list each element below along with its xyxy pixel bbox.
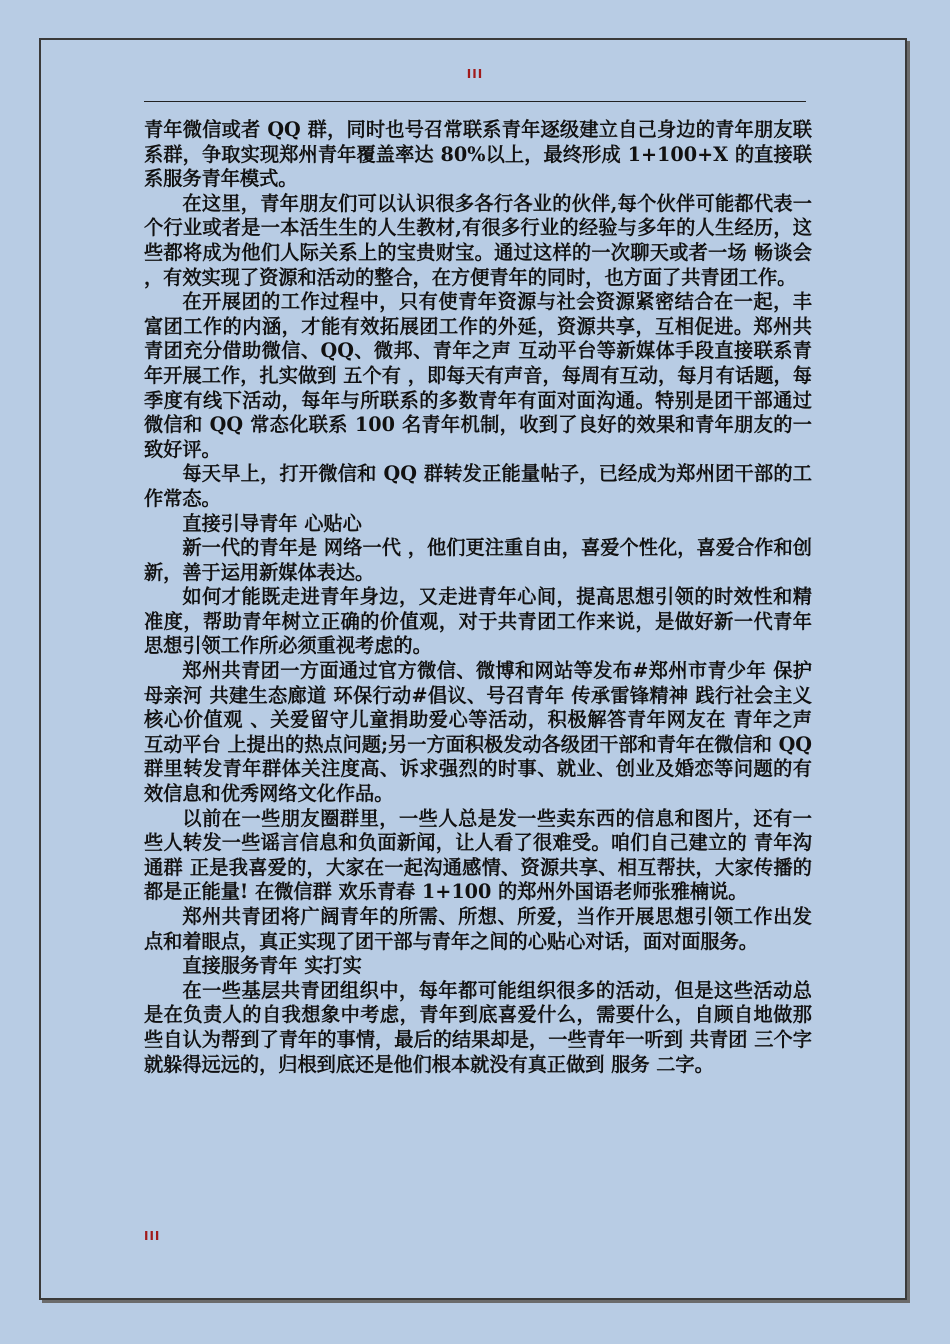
paragraph-6: 如何才能既走进青年身边，又走进青年心间，提高思想引领的时效性和精准度，帮助青年树立正确的价值观，对于共青团工作来说，是做好新一代青年思想引领工作所必须重视考虑的。 — [144, 585, 812, 658]
paragraph-3: 在开展团的工作过程中，只有使青年资源与社会资源紧密结合在一起，丰富团工作的内涵，才能有效拓展团工作的外延，资源共享，互相促进。郑州共青团充分借助微信、QQ、微邦、青年之声 互动平台等新媒体手段直接联系青年开展工作，扎实做到 五个有 ，即每天有声音，每周有互动，每月有话题，每季度有线下活动，每年与所联系的多数青年有面对面沟通。特别是团干部通过微信和 QQ 常态化联系 100 名青年机制，收到了良好的效果和青年朋友的一致好评。 — [144, 290, 812, 461]
section-heading-1: 直接引导青年 心贴心 — [182, 511, 362, 535]
section-heading-2: 直接服务青年 实打实 — [182, 954, 362, 978]
paragraph-8: 以前在一些朋友圈群里，一些人总是发一些卖东西的信息和图片，还有一些人转发一些谣言信息和负面新闻，让人看了很难受。咱们自己建立的 青年沟通群 正是我喜爱的，大家在一起沟通感情、资源共享、相互帮扶，大家传播的都是正能量! 在微信群 欢乐青春 1+100 的郑州外国语老师张雅楠说。 — [144, 806, 812, 904]
paragraph-4: 每天早上，打开微信和 QQ 群转发正能量帖子，已经成为郑州团干部的工作常态。 — [144, 462, 812, 510]
paragraph-7: 郑州共青团一方面通过官方微信、微博和网站等发布#郑州市青少年 保护母亲河 共建生态廊道 环保行动#倡议、号召青年 传承雷锋精神 践行社会主义核心价值观 、关爱留守儿童捐助爱心等活动，积极解答青年网友在 青年之声 互动平台 上提出的热点问题;另一方面积极发动各级团干部和青年在微信和 QQ 群里转发青年群体关注度高、诉求强烈的时事、就业、创业及婚恋等问题的有效信息和优秀网络文化作品。 — [144, 659, 812, 806]
paragraph-5: 新一代的青年是 网络一代 ，他们更注重自由，喜爱个性化，喜爱合作和创新，善于运用新媒体表达。 — [144, 536, 812, 584]
paragraph-9: 郑州共青团将广阔青年的所需、所想、所爱，当作开展思想引领工作出发点和着眼点，真正实现了团干部与青年之间的心贴心对话，面对面服务。 — [144, 905, 812, 953]
document-body — [144, 118, 812, 1077]
footer-mark: III — [144, 1229, 161, 1243]
header-mark: III — [466, 67, 484, 81]
paragraph-10: 在一些基层共青团组织中，每年都可能组织很多的活动，但是这些活动总是在负责人的自我想象中考虑，青年到底喜爱什么，需要什么，自顾自地做那些自认为帮到了青年的事情，最后的结果却是，一些青年一听到 共青团 三个字就躲得远远的，归根到底还是他们根本就没有真正做到 服务 二字。 — [144, 978, 812, 1076]
header-rule — [144, 101, 806, 102]
paragraph-1: 青年微信或者 QQ 群，同时也号召常联系青年逐级建立自己身边的青年朋友联系群，争取实现郑州青年覆盖率达 80%以上，最终形成 1+100+X 的直接联系服务青年模式。 — [144, 118, 812, 191]
paragraph-2: 在这里，青年朋友们可以认识很多各行各业的伙伴,每个伙伴可能都代表一个行业或者是一本活生生的人生教材,有很多行业的经验与多年的人生经历，这些都将成为他们人际关系上的宝贵财宝。通过这样的一次聊天或者一场 畅谈会 ，有效实现了资源和活动的整合，在方便青年的同时，也方面了共青团工作。 — [144, 191, 812, 289]
